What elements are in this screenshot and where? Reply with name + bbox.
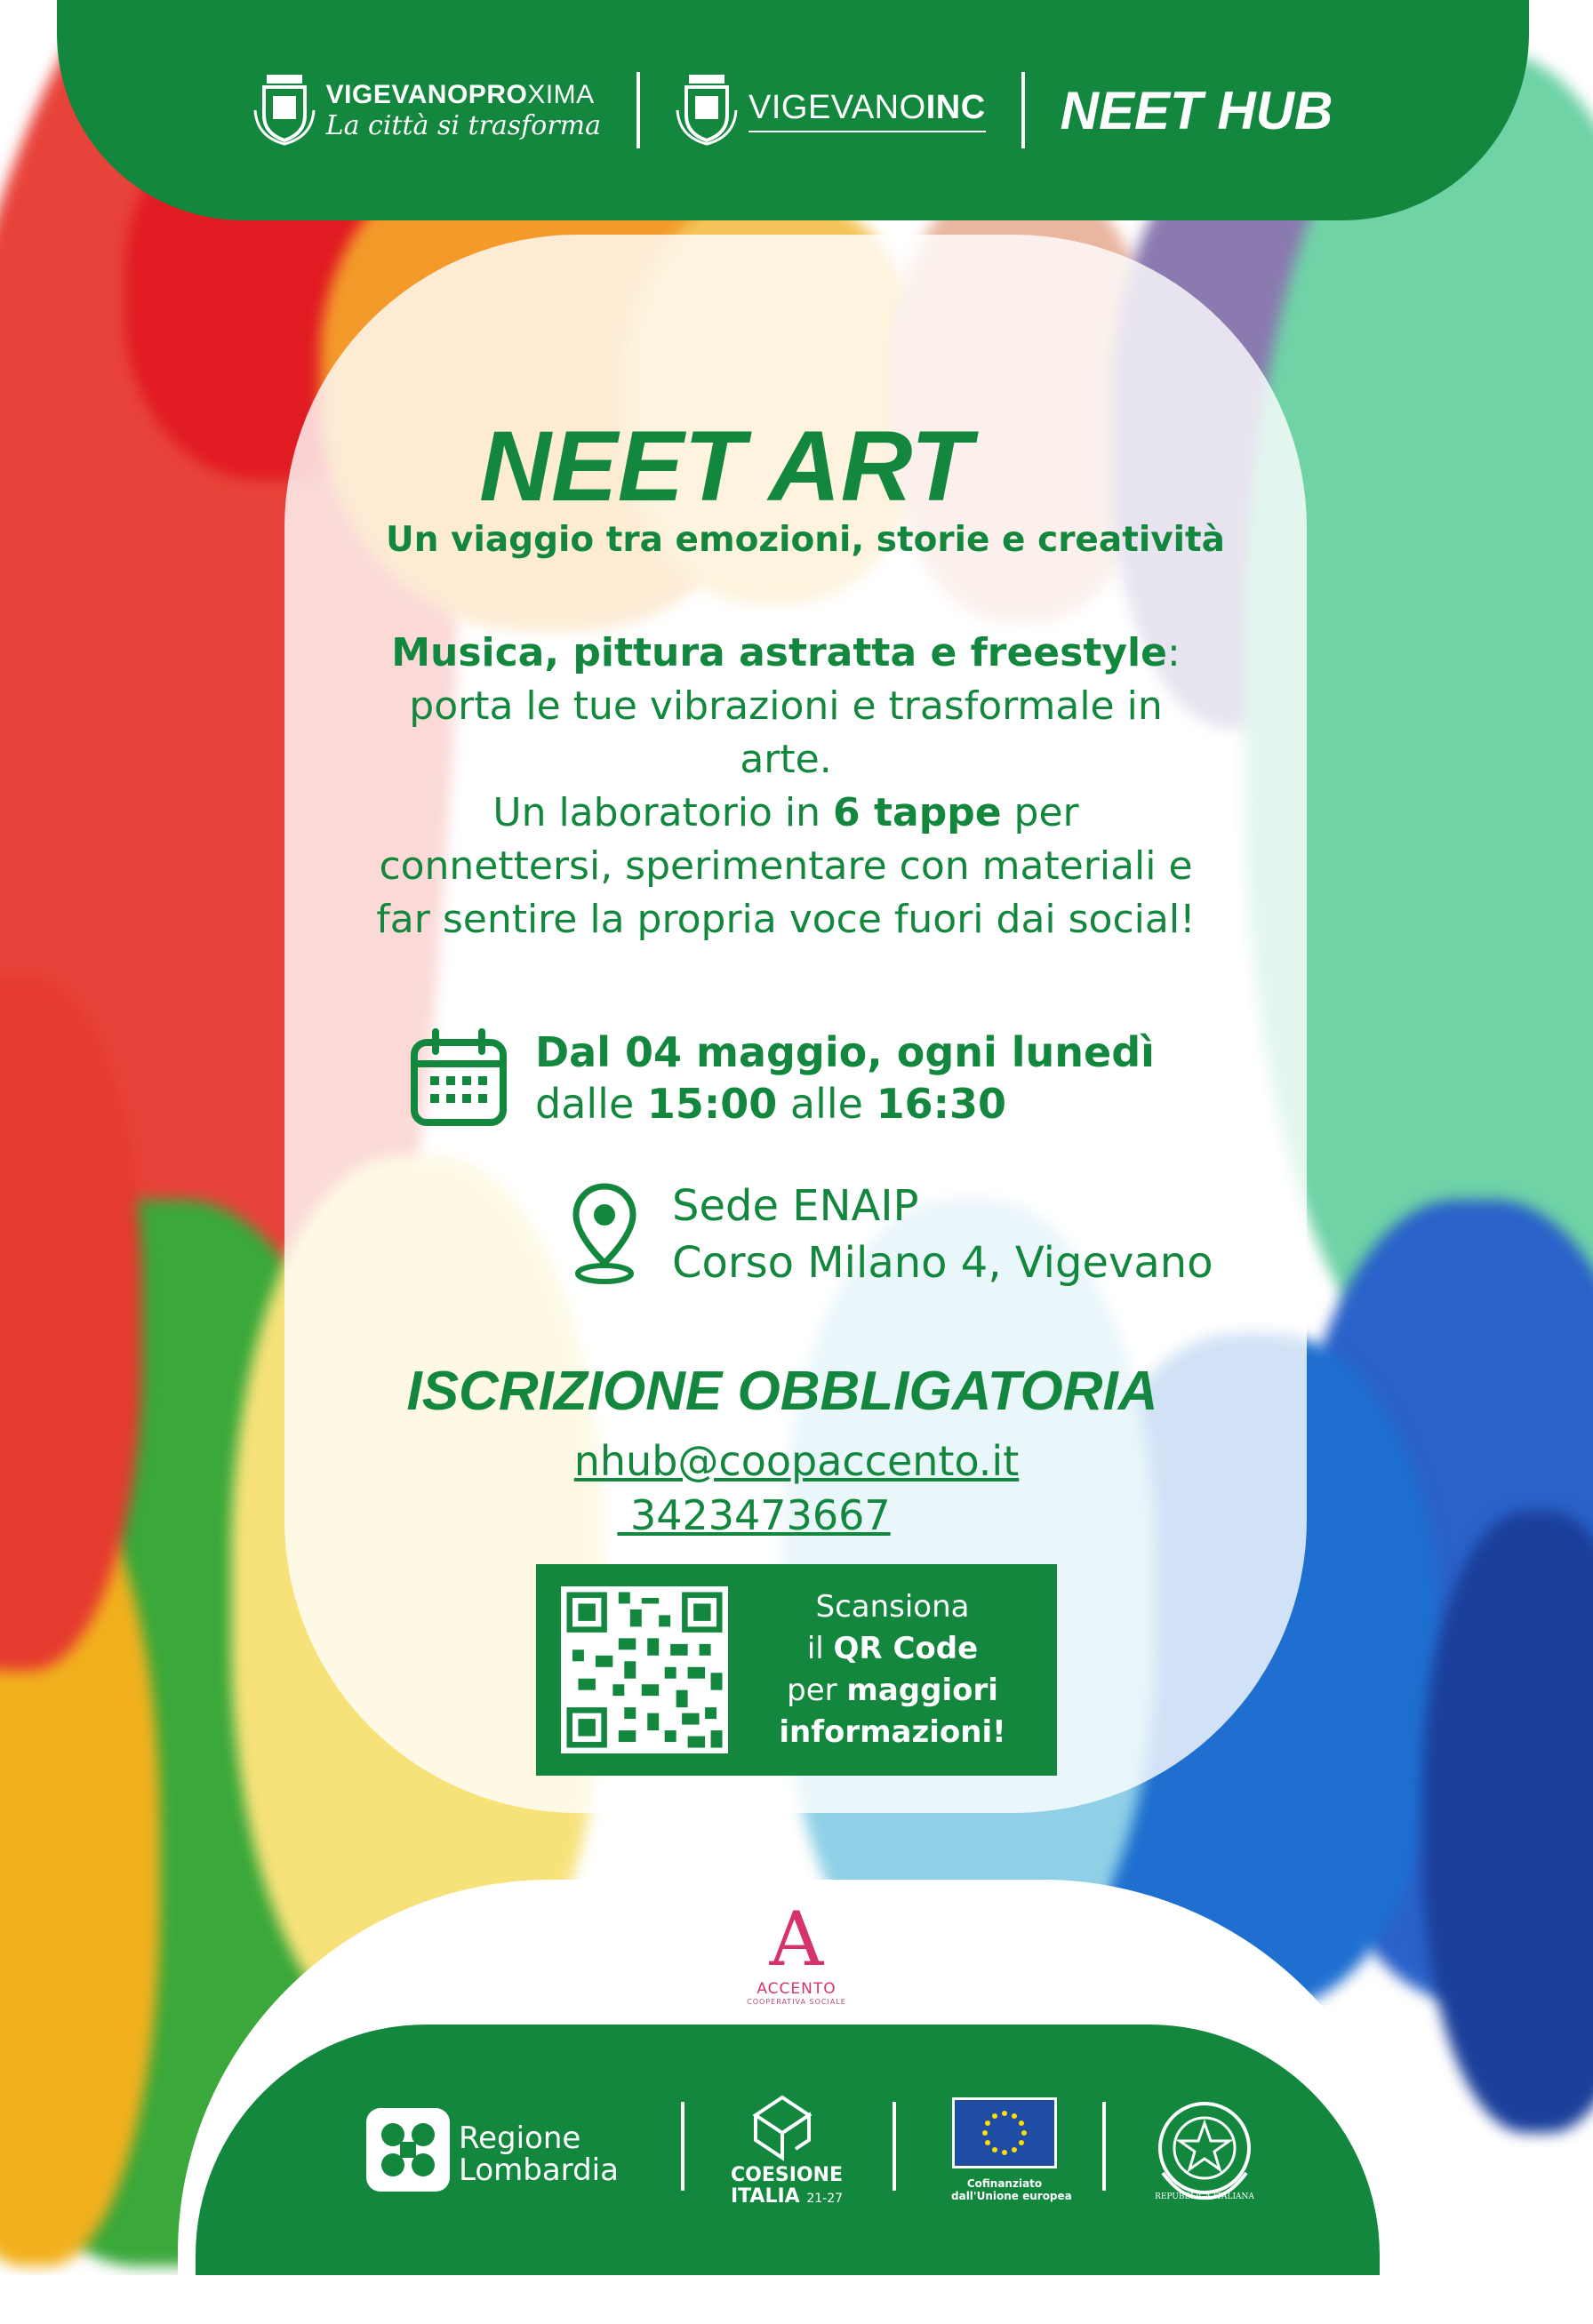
footer-divider [681,2102,684,2191]
event-title: NEET ART [479,411,972,522]
qr-text: Scansiona [815,1589,970,1625]
inc-logo-bold: INC [925,88,986,126]
desc-colon: : [1166,630,1181,675]
vigevano-proxima-logo [253,75,601,146]
footer-divider [1102,2102,1106,2191]
qr-text: il [806,1631,834,1666]
regione-line: Lombardia [459,2152,619,2188]
accento-name: ACCENTO [756,1980,837,1998]
location-pin-icon [569,1181,640,1288]
phone-link[interactable]: 3423473667 [617,1491,891,1539]
header-banner [57,0,1529,220]
proxima-tagline: La città si trasforma [325,109,601,141]
location-row [569,1178,1213,1291]
schedule-text: dalle [535,1080,647,1128]
emblem-text: REPUBBLICA ITALIANA [1155,2192,1254,2201]
eu-flag-icon [952,2097,1057,2168]
calendar-icon [407,1026,510,1130]
qr-text: per [787,1673,847,1708]
italian-republic-emblem-icon [1147,2093,1262,2208]
location-name: Sede ENAIP [672,1181,919,1231]
phone-row [0,1491,1550,1539]
vigevano-inc-logo [676,75,986,146]
coesione-line: COESIONE [730,2164,844,2186]
inc-logo-light: VIGEVANO [748,88,926,126]
header-divider [1021,72,1025,148]
header-divider [636,72,640,148]
qr-text-bold: QR Code [833,1631,979,1666]
proxima-logo-light: XIMA [527,79,595,109]
event-subtitle: Un viaggio tra emozioni, storie e creatività [386,520,1225,560]
proxima-logo-bold: VIGEVANOPRO [325,79,528,109]
schedule-end-time: 16:30 [876,1080,1007,1128]
qr-code[interactable] [561,1586,728,1753]
schedule-start-time: 15:00 [646,1080,778,1128]
desc-line: per [1001,790,1079,835]
accento-letter: A [769,1896,824,1983]
location-address: Corso Milano 4, Vigevano [672,1238,1213,1288]
eu-text: dall'Unione europea [951,2190,1072,2202]
repubblica-italiana-emblem [1147,2093,1262,2208]
desc-line: arte. [740,737,832,782]
desc-line: Un laboratorio in [492,790,834,835]
coesione-years: 21-27 [806,2192,844,2206]
coesione-line: ITALIA [730,2185,800,2208]
neet-hub-title: NEET HUB [1060,80,1333,140]
coesione-italia-logo [724,2088,849,2209]
regione-lombardia-icon [366,2108,450,2192]
eu-text: Cofinanziato [966,2177,1043,2190]
desc-highlight: Musica, pittura astratta e freestyle [391,630,1167,675]
email-row [0,1437,1593,1485]
regione-lombardia-logo-mark [366,2108,450,2192]
schedule-text: alle [777,1080,877,1128]
qr-code-box [536,1564,1057,1776]
accento-subtitle: COOPERATIVA SOCIALE [747,1998,846,2006]
city-crest-icon [253,75,316,146]
desc-highlight: 6 tappe [833,790,1002,835]
regione-lombardia-text [459,2122,619,2186]
city-crest-icon [676,75,738,146]
event-description [0,627,1582,946]
schedule-dates: Dal 04 maggio, ogni lunedì [535,1028,1155,1076]
qr-text-bold: maggiori [846,1673,998,1708]
schedule-row [407,1026,1155,1130]
footer-divider [893,2102,896,2191]
desc-line: far sentire la propria voce fuori dai social! [376,897,1196,942]
desc-line: connettersi, sperimentare con materiali e [379,843,1193,889]
email-link[interactable]: nhub@coopaccento.it [573,1437,1020,1485]
eu-cofunded-logo [951,2097,1072,2202]
coesione-italia-icon [747,2088,827,2161]
desc-line: porta le tue vibrazioni e trasformale in [409,683,1163,729]
qr-text-bold: informazioni! [779,1714,1006,1750]
accento-logo [708,1896,885,2006]
regione-line: Regione [459,2120,581,2156]
registration-heading: ISCRIZIONE OBBLIGATORIA [406,1361,1158,1422]
